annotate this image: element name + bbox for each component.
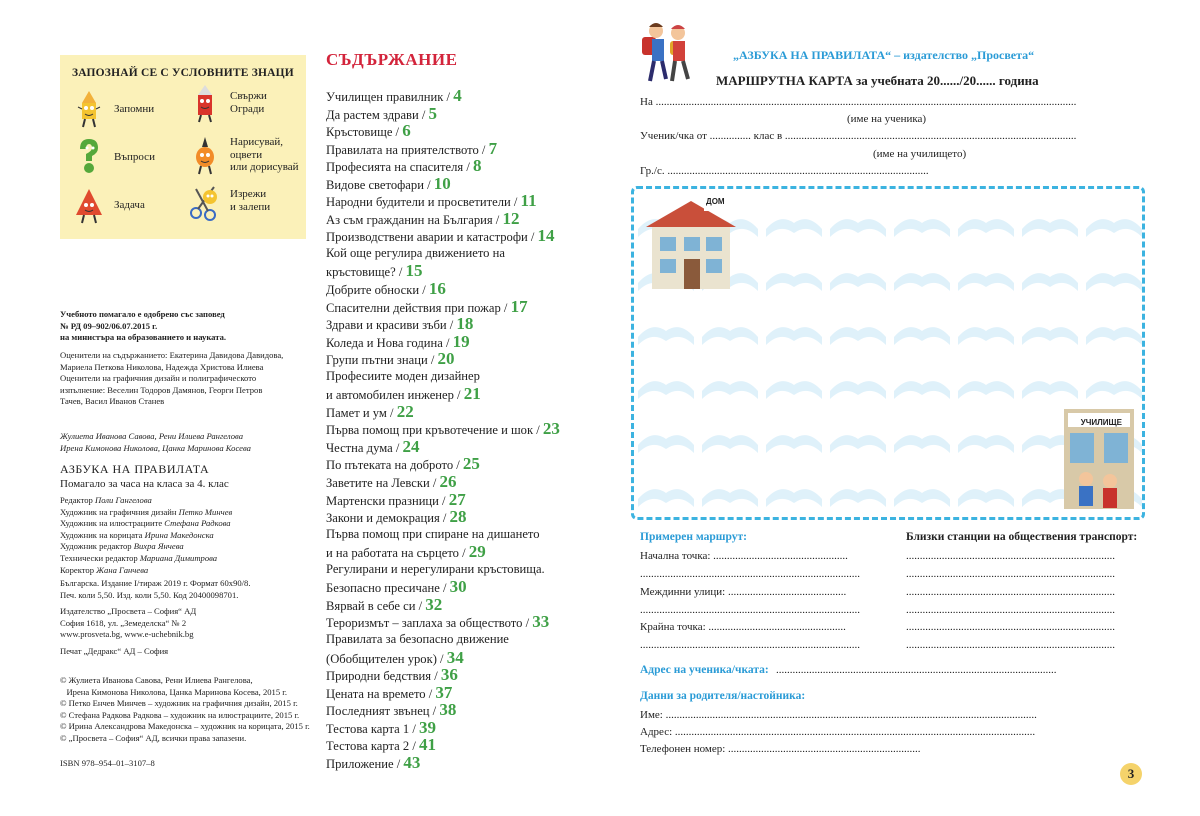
toc-entry (326, 121, 606, 139)
toc-entry-page: 5 (428, 103, 438, 123)
pencil-character-icon (70, 89, 108, 129)
toc-entry (326, 507, 606, 525)
toc-entry (326, 525, 606, 543)
toc-entry (326, 297, 606, 315)
parent-phone-field[interactable]: Телефонен номер: ...................................................................... (640, 743, 921, 755)
legend-label: Изрежи и залепи (230, 188, 271, 213)
paintbrush-character-icon (186, 135, 224, 175)
parent-data-heading: Данни за родителя/настойника: (640, 690, 806, 702)
home-label: ДОМ (706, 197, 725, 206)
toc-entry (326, 244, 606, 262)
toc-entry-title: Последният звънец / (326, 704, 440, 719)
legend-label: Нарисувай, оцвети или дорисувай (230, 136, 299, 174)
legend-label: Въпроси (114, 150, 155, 163)
student-name-hint: (име на ученика) (847, 113, 927, 125)
toc-entry-title: Кой още регулира движението на (326, 245, 505, 260)
toc-entry-page: 10 (433, 173, 451, 193)
student-address-heading: Адрес на ученика/чката: (640, 664, 769, 676)
legend-item-cut (186, 181, 270, 221)
toc-entry-page: 22 (396, 401, 414, 421)
toc-entry (326, 595, 606, 613)
toc-entry-title: Честна дума / (326, 440, 403, 455)
task-character-icon (70, 185, 108, 225)
credit-line: Художник на илюстрациите Стефана Радкова (60, 518, 231, 529)
red-pencil-character-icon (186, 83, 224, 123)
toc-entry (326, 454, 606, 472)
toc-entry-page: 43 (403, 752, 421, 772)
toc-entry-page: 4 (453, 86, 462, 105)
toc-entry-title: Мартенски празници / (326, 493, 449, 508)
toc-entry-title: кръстовище? / (326, 265, 406, 280)
route-card-title: МАРШРУТНА КАРТА за учебната 20....../20...... година (716, 73, 1039, 88)
toc-title: СЪДЪРЖАНИЕ (326, 50, 458, 69)
toc-entry-title: Закони и демокрация / (326, 511, 450, 526)
toc-entry-page: 24 (402, 436, 420, 456)
toc-entry-title: Видове светофари / (326, 177, 434, 192)
toc-entry-page: 19 (452, 331, 470, 351)
toc-entry-title: Кръстовище / (326, 125, 403, 140)
toc-entry-title: Памет и ум / (326, 405, 397, 420)
toc-entry-title: Народни будители и просветители / (326, 195, 521, 210)
credits-list (60, 495, 232, 576)
toc-entry-title: Добрите обноски / (326, 283, 429, 298)
toc-entry (326, 226, 606, 244)
transport-stops-heading: Близки станции на обществения транспорт: (906, 531, 1138, 543)
city-line[interactable]: Гр./с. ............................................................................................... (640, 165, 929, 177)
toc-entry (326, 332, 606, 350)
transport-stop-line[interactable]: ............................................................................ (906, 568, 1115, 580)
isbn: ISBN 978–954–01–3107–8 (60, 758, 155, 768)
table-of-contents (326, 86, 606, 770)
toc-entry-page: 23 (542, 419, 560, 439)
schoolchildren-illustration (636, 19, 698, 89)
toc-entry-page: 29 (468, 542, 486, 562)
middle-streets-field[interactable]: Междинни улици: ........................................... (640, 586, 847, 598)
toc-entry (326, 683, 606, 701)
toc-entry-page: 41 (419, 735, 436, 755)
question-character-icon (70, 137, 108, 177)
toc-entry (326, 402, 606, 420)
publisher-info: Издателство „Просвета – София“ АД София 1618, ул. „Земеделска“ № 2 www.prosveta.bg, www.e-uchebnik.bg (60, 606, 197, 640)
credit-line: Редактор Поли Гангелова (60, 495, 152, 505)
toc-entry (326, 577, 606, 595)
legend-label: Запомни (114, 102, 155, 115)
toc-entry-title: и автомобилен инженер / (326, 388, 464, 403)
toc-entry-title: Тероризмът – заплаха за обществото / (326, 616, 533, 631)
credit-line: Художник редактор Вихра Янчева (60, 541, 184, 552)
toc-entry (326, 314, 606, 332)
book-title: АЗБУКА НА ПРАВИЛАТА (60, 462, 210, 476)
toc-entry-title: Тестова карта 2 / (326, 739, 419, 754)
toc-entry (326, 490, 606, 508)
toc-entry-page: 21 (463, 384, 481, 404)
toc-entry (326, 665, 606, 683)
transport-stop-line[interactable]: ............................................................................ (906, 604, 1115, 616)
toc-entry-title: Тестова карта 1 / (326, 721, 419, 736)
toc-entry (326, 367, 606, 385)
school-name-hint: (име на училището) (873, 148, 967, 160)
toc-entry-title: Групи пътни знаци / (326, 353, 438, 368)
toc-entry (326, 612, 606, 630)
toc-entry-page: 7 (488, 138, 498, 158)
route-dots-line[interactable]: ................................................................................ (640, 639, 860, 651)
toc-entry (326, 349, 606, 367)
recipient-line[interactable]: На ......................................................................................................................................................... (640, 96, 1077, 108)
toc-entry-title: и на работата на сърцето / (326, 546, 469, 561)
book-subtitle: Помагало за часа на класа за 4. клас (60, 478, 229, 490)
reviewers-text: Оценители на съдържанието: Екатерина Давидова Давидова, Мариела Петкова Николова, Надежда Христова Илиева Оценители на графичния дизайн и полиграфическото изпълнение: Веселин Тодоров Дамянов, Георги Петров Тачев, Васил Иванов Станев (60, 350, 284, 407)
toc-entry-page: 36 (440, 665, 458, 685)
toc-entry (326, 735, 606, 753)
toc-entry-title: (Обобщителен урок) / (326, 651, 447, 666)
legend-box (60, 55, 306, 239)
toc-entry-page: 12 (502, 208, 520, 228)
toc-entry (326, 139, 606, 157)
toc-entry (326, 753, 606, 771)
toc-entry-page: 16 (428, 279, 446, 299)
toc-entry-title: Спасителни действия при пожар / (326, 300, 511, 315)
parent-name-field[interactable]: Име: ....................................................................................................................................... (640, 709, 1037, 721)
toc-entry-page: 39 (419, 717, 436, 737)
parent-address-field[interactable]: Адрес: ................................................................................................................................... (640, 726, 1036, 738)
route-dots-line[interactable]: ................................................................................ (640, 604, 860, 616)
toc-entry-page: 11 (520, 191, 537, 211)
publisher-line: „АЗБУКА НА ПРАВИЛАТА“ – издателство „Просвета“ (733, 48, 1035, 62)
toc-entry (326, 718, 606, 736)
toc-entry-title: Да растем здрави / (326, 107, 429, 122)
toc-entry-page: 14 (537, 226, 555, 246)
legend-item-questions (70, 137, 155, 177)
legend-item-draw (186, 135, 299, 175)
transport-stop-line[interactable]: ............................................................................ (906, 550, 1115, 562)
toc-entry (326, 86, 606, 104)
toc-entry (326, 104, 606, 122)
toc-entry-title: Приложение / (326, 756, 404, 771)
end-point-field[interactable]: Крайна точка: .................................................. (640, 621, 846, 633)
toc-entry (326, 700, 606, 718)
toc-entry (326, 630, 606, 648)
toc-entry-title: Здрави и красиви зъби / (326, 318, 457, 333)
toc-entry (326, 560, 606, 578)
map-drawing-area[interactable] (631, 186, 1145, 520)
school-label: УЧИЛИЩЕ (1080, 418, 1122, 427)
toc-entry-page: 18 (456, 314, 474, 334)
toc-entry-title: Цената на времето / (326, 686, 436, 701)
toc-entry (326, 174, 606, 192)
toc-entry (326, 542, 606, 560)
legend-label: Задача (114, 198, 145, 211)
toc-entry-page: 30 (449, 577, 467, 597)
toc-entry-title: Професията на спасителя / (326, 160, 473, 175)
toc-entry-page: 17 (510, 296, 528, 316)
legend-item-task (70, 185, 145, 225)
edition-info: Българска. Издание I/тираж 2019 г. Формат 60х90/8. Печ. коли 5,50. Изд. коли 5,50. Код 20400098701. (60, 578, 251, 600)
toc-entry-title: Професиите моден дизайнер (326, 368, 480, 383)
print-info: Печат „Дедракс“ АД – София (60, 646, 169, 656)
toc-entry (326, 156, 606, 174)
example-route-heading: Примерен маршрут: (640, 531, 747, 543)
toc-entry (326, 279, 606, 297)
toc-entry-page: 37 (435, 682, 453, 702)
page-number: 3 (1120, 763, 1142, 785)
transport-stop-line[interactable]: ............................................................................ (906, 586, 1115, 598)
toc-entry-page: 32 (425, 594, 443, 614)
toc-entry-page: 26 (439, 472, 457, 492)
toc-entry-page: 20 (437, 349, 455, 369)
home-illustration (646, 197, 736, 289)
toc-entry-title: Природни бедствия / (326, 669, 441, 684)
approval-notice: Учебното помагало е одобрено със заповед № РД 09–902/06.07.2015 г. на министъра на образованието и науката. (60, 309, 227, 343)
toc-entry-page: 6 (402, 121, 411, 141)
toc-entry-title: Първа помощ при кръвотечение и шок / (326, 423, 543, 438)
toc-entry (326, 648, 606, 666)
toc-entry-page: 15 (405, 261, 423, 281)
start-point-field[interactable]: Начална точка: ................................................. (640, 550, 848, 562)
legend-title: ЗАПОЗНАЙ СЕ С УСЛОВНИТЕ ЗНАЦИ (72, 67, 294, 79)
toc-entry-title: Правилата на приятелството / (326, 142, 489, 157)
toc-entry-title: Производствени аварии и катастрофи / (326, 230, 538, 245)
toc-entry-title: Заветите на Левски / (326, 476, 440, 491)
toc-entry-page: 38 (439, 700, 457, 720)
route-dots-line[interactable]: ................................................................................ (640, 568, 860, 580)
toc-entry-title: Вярвай в себе си / (326, 598, 426, 613)
toc-entry-title: По пътеката на доброто / (326, 458, 463, 473)
toc-entry-page: 25 (462, 454, 480, 474)
credit-line: Коректор Жана Ганчева (60, 564, 149, 575)
credit-line: Художник на графичния дизайн Петко Минчев (60, 506, 233, 517)
class-line[interactable]: Ученик/чка от ............... клас в .......................................................................................................... (640, 130, 1077, 142)
legend-item-connect (186, 83, 267, 123)
toc-entry-title: Аз съм гражданин на България / (326, 212, 503, 227)
toc-entry-title: Регулирани и нерегулирани кръстовища. (326, 561, 545, 576)
toc-entry-title: Безопасно пресичане / (326, 581, 450, 596)
legend-label: Свържи Огради (230, 90, 267, 115)
toc-entry-title: Правилата за безопасно движение (326, 631, 509, 646)
toc-entry (326, 191, 606, 209)
toc-entry (326, 209, 606, 227)
toc-entry-page: 34 (446, 647, 464, 667)
credit-line: Художник на корицата Ирина Македонска (60, 529, 214, 540)
legend-item-remember (70, 89, 154, 129)
toc-entry-page: 27 (448, 489, 466, 509)
toc-entry (326, 437, 606, 455)
transport-stop-line[interactable]: ............................................................................ (906, 621, 1115, 633)
credit-line: Технически редактор Мариана Димитрова (60, 552, 218, 563)
transport-stop-line[interactable]: ............................................................................ (906, 639, 1115, 651)
toc-entry (326, 261, 606, 279)
toc-entry (326, 384, 606, 402)
authors-text: Жулиета Иванова Савова, Рени Илиева Рангелова Ирена Кимонова Николова, Цанка Маринова Косева (60, 431, 251, 453)
student-address-field[interactable]: ...................................................................................................... (776, 664, 1057, 676)
scissors-character-icon (186, 181, 224, 221)
copyright-info: © Жулиета Иванова Савова, Рени Илиева Рангелова, Ирена Кимонова Николова, Цанка Маринова Косева, 2015 г. © Петко Енчев Минчев – художник на графичния дизайн, 2015 г. © Стефана Радкова Радкова – художник на илюстрациите, 2015 г. © Ирина Александрова Македонска – художник на корицата, 2015 г. © „Просвета – София“ АД, всички права запазени. (60, 675, 310, 743)
toc-entry (326, 419, 606, 437)
toc-entry-title: Първа помощ при спиране на дишането (326, 526, 540, 541)
toc-entry-title: Училищен правилник / (326, 90, 454, 104)
toc-entry (326, 472, 606, 490)
toc-entry-page: 33 (532, 612, 550, 632)
toc-entry-page: 8 (472, 156, 482, 176)
toc-entry-page: 28 (449, 507, 467, 527)
toc-entry-title: Коледа и Нова година / (326, 335, 453, 350)
